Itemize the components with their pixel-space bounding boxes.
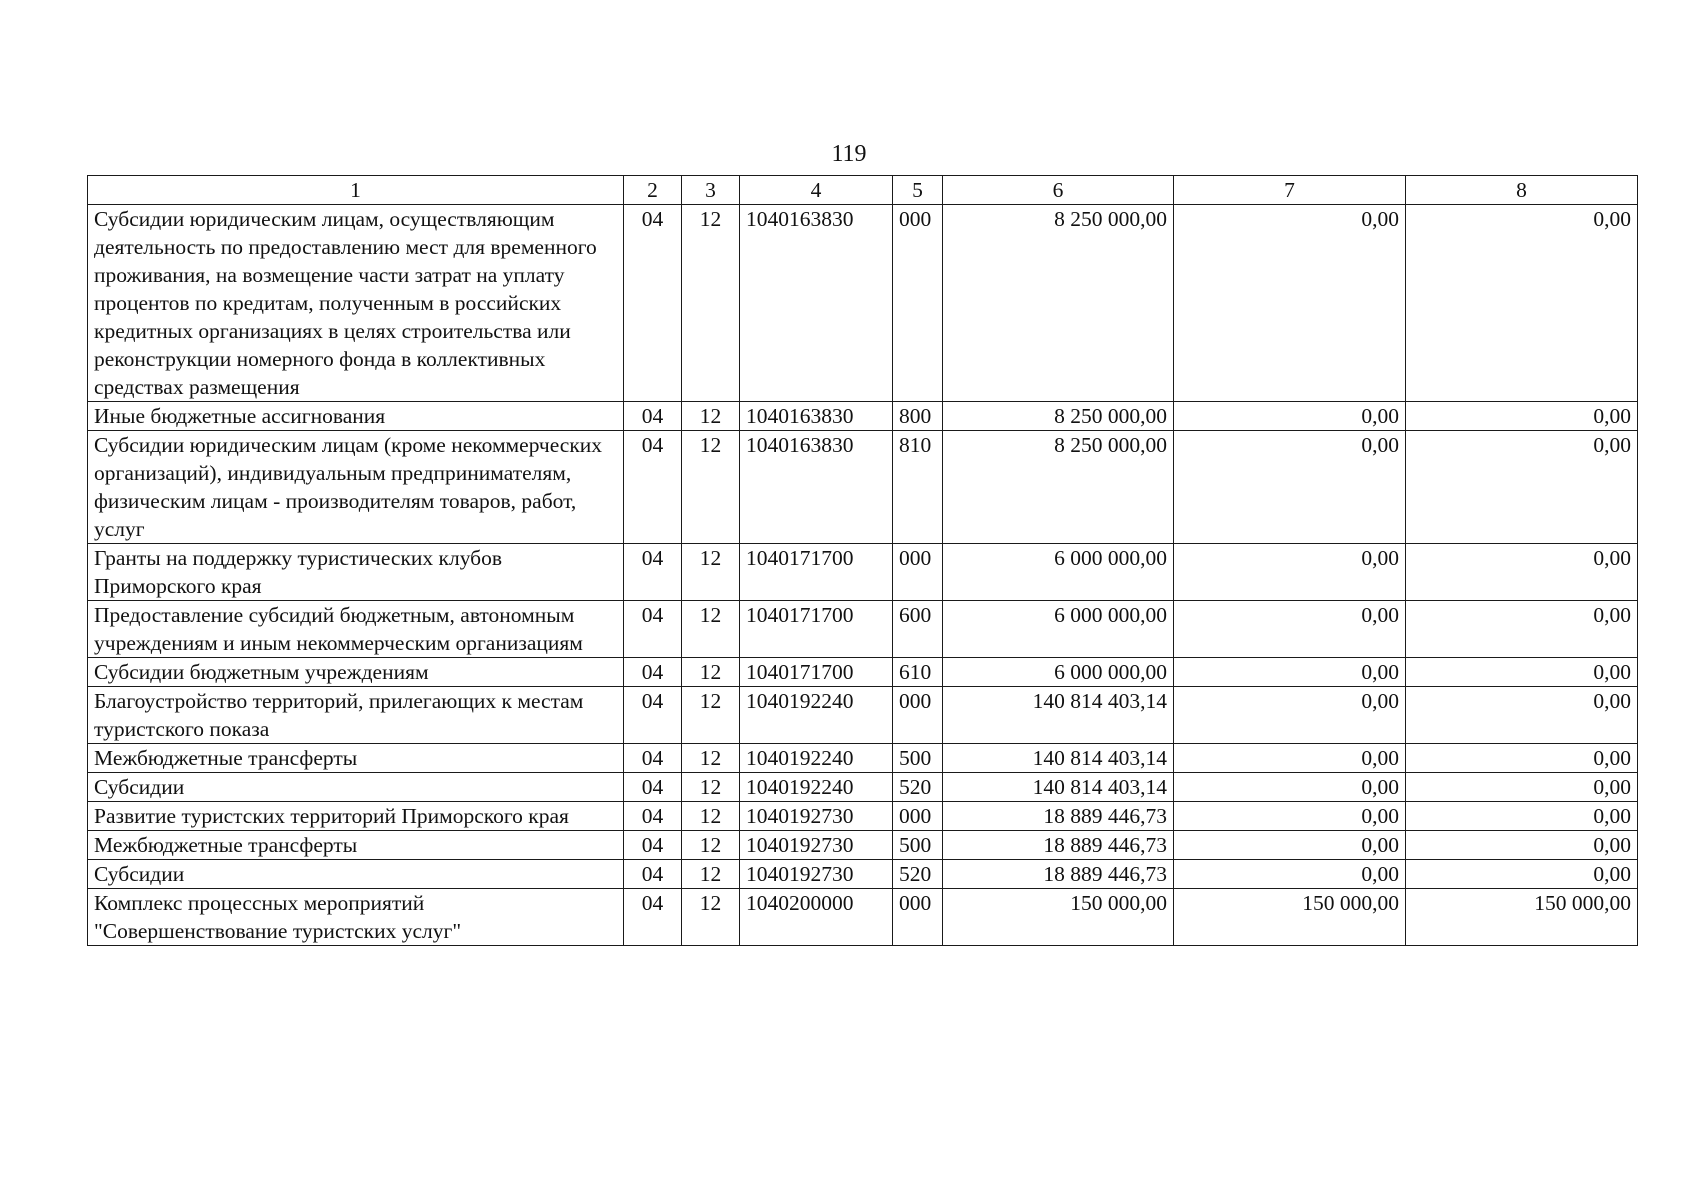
table-row <box>88 860 1638 889</box>
row-amount-col8: 0,00 <box>1406 544 1638 601</box>
row-amount-col8: 0,00 <box>1406 658 1638 687</box>
row-target-article: 1040192730 <box>740 802 893 831</box>
row-amount-col6: 8 250 000,00 <box>943 431 1174 544</box>
row-amount-col7: 150 000,00 <box>1174 889 1406 946</box>
row-subsection-code: 12 <box>682 402 740 431</box>
row-subsection-code: 12 <box>682 658 740 687</box>
row-amount-col7: 0,00 <box>1174 744 1406 773</box>
row-subsection-code: 12 <box>682 802 740 831</box>
row-section-code: 04 <box>624 687 682 744</box>
row-amount-col7: 0,00 <box>1174 831 1406 860</box>
row-section-code: 04 <box>624 831 682 860</box>
row-expense-type: 000 <box>893 544 943 601</box>
row-target-article: 1040163830 <box>740 205 893 402</box>
row-amount-col6: 140 814 403,14 <box>943 744 1174 773</box>
row-amount-col6: 150 000,00 <box>943 889 1174 946</box>
row-target-article: 1040192730 <box>740 860 893 889</box>
column-header-2: 2 <box>624 176 682 205</box>
row-expense-type: 000 <box>893 205 943 402</box>
table-row <box>88 601 1638 658</box>
row-section-code: 04 <box>624 431 682 544</box>
row-expense-type: 520 <box>893 860 943 889</box>
row-amount-col7: 0,00 <box>1174 860 1406 889</box>
row-expense-type: 810 <box>893 431 943 544</box>
row-amount-col7: 0,00 <box>1174 431 1406 544</box>
row-amount-col8: 0,00 <box>1406 773 1638 802</box>
row-subsection-code: 12 <box>682 687 740 744</box>
row-amount-col7: 0,00 <box>1174 205 1406 402</box>
row-name: Субсидии юридическим лицам (кроме некоммерческих организаций), индивидуальным предпринимателям, физическим лицам - производителям товаров, работ, услуг <box>88 431 624 544</box>
row-target-article: 1040171700 <box>740 544 893 601</box>
row-amount-col8: 0,00 <box>1406 687 1638 744</box>
row-name: Гранты на поддержку туристических клубов Приморского края <box>88 544 624 601</box>
row-name: Комплекс процессных мероприятий "Совершенствование туристских услуг" <box>88 889 624 946</box>
row-amount-col7: 0,00 <box>1174 601 1406 658</box>
row-section-code: 04 <box>624 889 682 946</box>
row-subsection-code: 12 <box>682 601 740 658</box>
row-subsection-code: 12 <box>682 744 740 773</box>
row-amount-col6: 6 000 000,00 <box>943 658 1174 687</box>
row-section-code: 04 <box>624 402 682 431</box>
row-amount-col8: 0,00 <box>1406 431 1638 544</box>
row-target-article: 1040200000 <box>740 889 893 946</box>
row-name: Иные бюджетные ассигнования <box>88 402 624 431</box>
row-amount-col6: 6 000 000,00 <box>943 601 1174 658</box>
row-name: Субсидии <box>88 773 624 802</box>
row-section-code: 04 <box>624 860 682 889</box>
row-name: Предоставление субсидий бюджетным, автономным учреждениям и иным некоммерческим организациям <box>88 601 624 658</box>
row-expense-type: 800 <box>893 402 943 431</box>
row-amount-col8: 0,00 <box>1406 744 1638 773</box>
row-section-code: 04 <box>624 802 682 831</box>
row-amount-col8: 0,00 <box>1406 601 1638 658</box>
row-amount-col8: 150 000,00 <box>1406 889 1638 946</box>
row-section-code: 04 <box>624 544 682 601</box>
column-header-4: 4 <box>740 176 893 205</box>
table-row <box>88 831 1638 860</box>
row-amount-col6: 140 814 403,14 <box>943 773 1174 802</box>
page-number: 119 <box>831 141 867 167</box>
row-expense-type: 000 <box>893 802 943 831</box>
row-target-article: 1040192240 <box>740 744 893 773</box>
row-expense-type: 610 <box>893 658 943 687</box>
table-row <box>88 544 1638 601</box>
row-amount-col6: 8 250 000,00 <box>943 205 1174 402</box>
row-expense-type: 500 <box>893 744 943 773</box>
row-subsection-code: 12 <box>682 205 740 402</box>
table-row <box>88 773 1638 802</box>
row-amount-col6: 18 889 446,73 <box>943 860 1174 889</box>
row-target-article: 1040171700 <box>740 601 893 658</box>
row-amount-col6: 18 889 446,73 <box>943 831 1174 860</box>
row-amount-col7: 0,00 <box>1174 544 1406 601</box>
row-expense-type: 600 <box>893 601 943 658</box>
column-header-8: 8 <box>1406 176 1638 205</box>
row-subsection-code: 12 <box>682 544 740 601</box>
table-row <box>88 744 1638 773</box>
row-name: Субсидии юридическим лицам, осуществляющим деятельность по предоставлению мест для временного проживания, на возмещение части затрат на уплату процентов по кредитам, полученным в российских кредитных организациях в целях строительства или реконструкции номерного фонда в коллективных средствах размещения <box>88 205 624 402</box>
row-section-code: 04 <box>624 658 682 687</box>
table-row <box>88 802 1638 831</box>
column-header-5: 5 <box>893 176 943 205</box>
row-amount-col8: 0,00 <box>1406 802 1638 831</box>
row-target-article: 1040163830 <box>740 431 893 544</box>
row-amount-col7: 0,00 <box>1174 773 1406 802</box>
row-section-code: 04 <box>624 601 682 658</box>
table-row <box>88 658 1638 687</box>
table-row <box>88 431 1638 544</box>
row-amount-col7: 0,00 <box>1174 802 1406 831</box>
row-amount-col8: 0,00 <box>1406 860 1638 889</box>
row-amount-col8: 0,00 <box>1406 831 1638 860</box>
row-amount-col7: 0,00 <box>1174 402 1406 431</box>
table-row <box>88 205 1638 402</box>
row-section-code: 04 <box>624 205 682 402</box>
table-row <box>88 687 1638 744</box>
row-section-code: 04 <box>624 773 682 802</box>
row-target-article: 1040192240 <box>740 687 893 744</box>
row-amount-col6: 140 814 403,14 <box>943 687 1174 744</box>
row-amount-col6: 6 000 000,00 <box>943 544 1174 601</box>
row-name: Субсидии бюджетным учреждениям <box>88 658 624 687</box>
column-header-3: 3 <box>682 176 740 205</box>
row-amount-col6: 8 250 000,00 <box>943 402 1174 431</box>
column-header-7: 7 <box>1174 176 1406 205</box>
row-target-article: 1040163830 <box>740 402 893 431</box>
row-amount-col6: 18 889 446,73 <box>943 802 1174 831</box>
row-expense-type: 500 <box>893 831 943 860</box>
row-expense-type: 520 <box>893 773 943 802</box>
column-header-1: 1 <box>88 176 624 205</box>
row-section-code: 04 <box>624 744 682 773</box>
table-row <box>88 402 1638 431</box>
table-row <box>88 889 1638 946</box>
row-name: Благоустройство территорий, прилегающих к местам туристского показа <box>88 687 624 744</box>
budget-table <box>87 175 1638 946</box>
column-header-6: 6 <box>943 176 1174 205</box>
row-expense-type: 000 <box>893 687 943 744</box>
row-subsection-code: 12 <box>682 860 740 889</box>
row-amount-col7: 0,00 <box>1174 658 1406 687</box>
row-subsection-code: 12 <box>682 889 740 946</box>
row-amount-col8: 0,00 <box>1406 402 1638 431</box>
row-amount-col7: 0,00 <box>1174 687 1406 744</box>
row-target-article: 1040171700 <box>740 658 893 687</box>
row-target-article: 1040192240 <box>740 773 893 802</box>
row-name: Межбюджетные трансферты <box>88 744 624 773</box>
header-row <box>88 176 1638 205</box>
row-amount-col8: 0,00 <box>1406 205 1638 402</box>
row-expense-type: 000 <box>893 889 943 946</box>
row-subsection-code: 12 <box>682 831 740 860</box>
row-target-article: 1040192730 <box>740 831 893 860</box>
row-subsection-code: 12 <box>682 773 740 802</box>
row-subsection-code: 12 <box>682 431 740 544</box>
row-name: Межбюджетные трансферты <box>88 831 624 860</box>
row-name: Развитие туристских территорий Приморского края <box>88 802 624 831</box>
row-name: Субсидии <box>88 860 624 889</box>
